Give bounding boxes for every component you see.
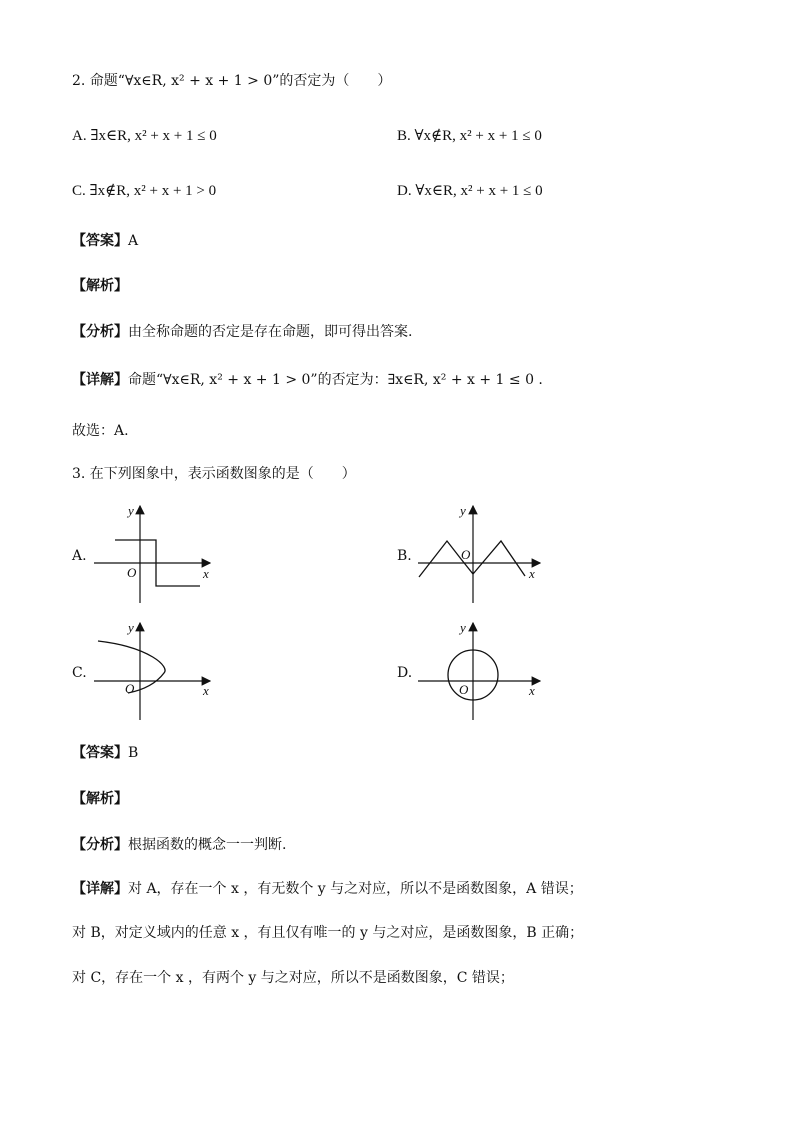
- fig-a-label: A.: [72, 548, 87, 564]
- fenxi-tag: 【分析】: [72, 837, 128, 853]
- answer-value: B: [128, 745, 139, 761]
- q3-stem: 3. 在下列图象中，表示函数图象的是（ ）: [72, 466, 356, 482]
- answer-tag: 【答案】: [72, 745, 128, 761]
- xiangjie-tag: 【详解】: [72, 881, 128, 897]
- fig-d-label: D.: [397, 665, 413, 681]
- x-label: x: [529, 566, 535, 581]
- figure-c: [92, 619, 222, 728]
- q3-fenxi-line: [72, 835, 286, 855]
- y-label: y: [460, 620, 466, 635]
- xiangjie-text: 命题“∀x∈R, x² + x + 1 > 0”的否定为：∃x∈R, x² + x + 1 ≤ 0 .: [128, 372, 543, 388]
- q2-option-d: D. ∀x∈R, x² + x + 1 ≤ 0: [397, 183, 543, 199]
- figure-b: [416, 502, 546, 611]
- q2-option-b: B. ∀x∉R, x² + x + 1 ≤ 0: [397, 128, 542, 144]
- y-label: y: [128, 620, 134, 635]
- q3-detail-b: 对 B，对定义域内的任意 x ，有且仅有唯一的 y 与之对应，是函数图象，B 正确；: [72, 925, 584, 941]
- q2-stem: 2. 命题“∀x∈R, x² + x + 1 > 0”的否定为（ ）: [72, 73, 392, 89]
- x-label: x: [529, 683, 535, 698]
- q3-jiexi-heading: 【解析】: [72, 791, 128, 807]
- q2-option-a: A. ∃x∈R, x² + x + 1 ≤ 0: [72, 128, 217, 144]
- figure-a: [92, 502, 222, 611]
- q2-select: 故选：A.: [72, 423, 129, 439]
- fenxi-text: 根据函数的概念一一判断.: [128, 837, 287, 853]
- q3-detail-a-line: [72, 879, 583, 899]
- q3-answer-line: [72, 743, 138, 763]
- detail-a-text: 对 A，存在一个 x ，有无数个 y 与之对应，所以不是函数图象，A 错误；: [128, 881, 583, 897]
- fig-c-label: C.: [72, 665, 87, 681]
- q2-fenxi-line: [72, 322, 412, 342]
- xiangjie-tag: 【详解】: [72, 372, 128, 388]
- graph-curve: [419, 541, 525, 577]
- q3-detail-c: 对 C，存在一个 x ，有两个 y 与之对应，所以不是函数图象，C 错误；: [72, 970, 514, 986]
- origin-label: O: [125, 681, 135, 696]
- fig-b-label: B.: [397, 548, 412, 564]
- q2-answer-line: [72, 231, 138, 251]
- fenxi-text: 由全称命题的否定是存在命题，即可得出答案.: [128, 324, 413, 340]
- answer-value: A: [128, 233, 139, 249]
- origin-label: O: [459, 682, 469, 697]
- fenxi-tag: 【分析】: [72, 324, 128, 340]
- origin-label: O: [127, 565, 137, 580]
- q2-xiangjie-line: [72, 370, 543, 390]
- origin-label: O: [461, 547, 471, 562]
- y-label: y: [460, 503, 466, 518]
- y-label: y: [128, 503, 134, 518]
- answer-tag: 【答案】: [72, 233, 128, 249]
- figure-d: [416, 619, 546, 728]
- q2-jiexi-heading: 【解析】: [72, 278, 128, 294]
- q2-option-c: C. ∃x∉R, x² + x + 1 > 0: [72, 183, 217, 199]
- x-label: x: [203, 683, 209, 698]
- x-label: x: [203, 566, 209, 581]
